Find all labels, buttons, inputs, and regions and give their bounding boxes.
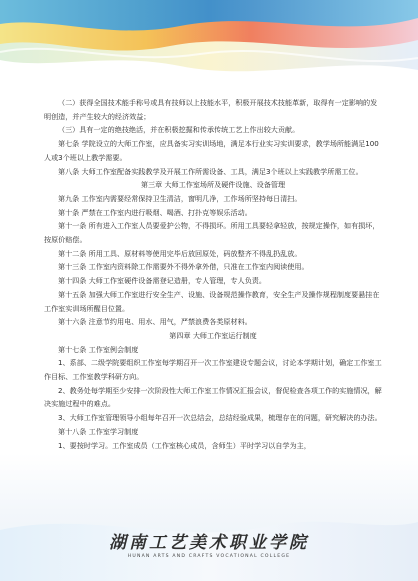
logo-english-name: HUNAN ARTS AND CRAFTS VOCATIONAL COLLEGE — [127, 554, 291, 559]
paragraph: 第八条 大师工作室配备实践教学及开展工作所需设备、工具，满足3个班以上实践教学所需工位。 — [58, 166, 363, 176]
paragraph: 1、要按时学习。工作室成员（工作室核心成员，含师生）平时学习以自学为主， — [58, 440, 311, 450]
document-body — [44, 96, 382, 452]
paragraph: 3、大师工作室管理领导小组每年召开一次总结会，总结经验成果，梳理存在的问题，研究解决的办法。 — [58, 413, 382, 423]
paragraph: 第十条 严禁在工作室内进行吸烟、喝酒、打扑克等娱乐活动。 — [58, 207, 252, 217]
paragraph: 第十一条 所有进入工作室人员要爱护公物，不得损坏。所用工具要轻拿轻放，按规定操作，如有损坏，按原价赔偿。 — [44, 221, 380, 245]
paragraph: 2、教务处每学期至少安排一次阶段性大师工作室工作情况汇报会议，督促检查各项工作的实施情况，解决实施过程中的难点。 — [44, 385, 382, 409]
college-logo — [0, 528, 418, 559]
paragraph: （二）获得全国技术能手称号或具有技师以上技能水平，积极开展技术技能革新，取得有一定影响的发明创造，并产生较大的经济效益； — [44, 98, 378, 121]
paragraph: （三）具有一定的绝技绝活，并在积极挖掘和传承传统工艺上作出较大贡献。 — [58, 125, 300, 135]
paragraph: 第十五条 加强大师工作室进行安全生产、设施、设备规范操作教育，安全生产及操作规程制度要悬挂在工作室实训场所醒目位置。 — [44, 289, 380, 313]
paragraph: 1、系部、二级学院要组织工作室每学期召开一次工作室建设专题会议，讨论本学期计划，确定工作室工作目标、工作室教学科研方向。 — [44, 358, 382, 382]
bottom-wave-decoration — [0, 460, 418, 581]
article-heading: 第十八条 工作室学习制度 — [58, 426, 139, 436]
paragraph: 第十六条 注意节约用电、用水、用气，严禁浪费各类原材料。 — [58, 317, 252, 327]
top-wave-decoration — [0, 0, 418, 95]
paragraph: 第十四条 大师工作室硬件设备需登记造册，专人管理，专人负责。 — [58, 276, 266, 286]
chapter-heading: 第四章 大师工作室运行制度 — [169, 330, 257, 340]
paragraph: 第十三条 工作室内资料除工作需要外不得外拿外借，只准在工作室内阅读使用。 — [58, 262, 309, 272]
paragraph: 第十二条 所用工具、原材料等使用完毕后放回原处，码放整齐不得乱扔乱放。 — [58, 248, 302, 258]
article-heading: 第十七条 工作室例会制度 — [58, 344, 139, 354]
logo-chinese-name: 湖南工艺美术职业学院 — [109, 533, 309, 553]
chapter-heading: 第三章 大师工作室场所及硬件设施、设备管理 — [140, 180, 286, 190]
paragraph: 第七条 学院设立的大师工作室，应具备实习实训场地，满足本行业实习实训要求，教学场所能满足100人或3个班以上教学需要。 — [44, 139, 379, 162]
paragraph: 第九条 工作室内需要经常保持卫生清洁，窗明几净，工作场所坚持每日清扫。 — [58, 193, 302, 203]
